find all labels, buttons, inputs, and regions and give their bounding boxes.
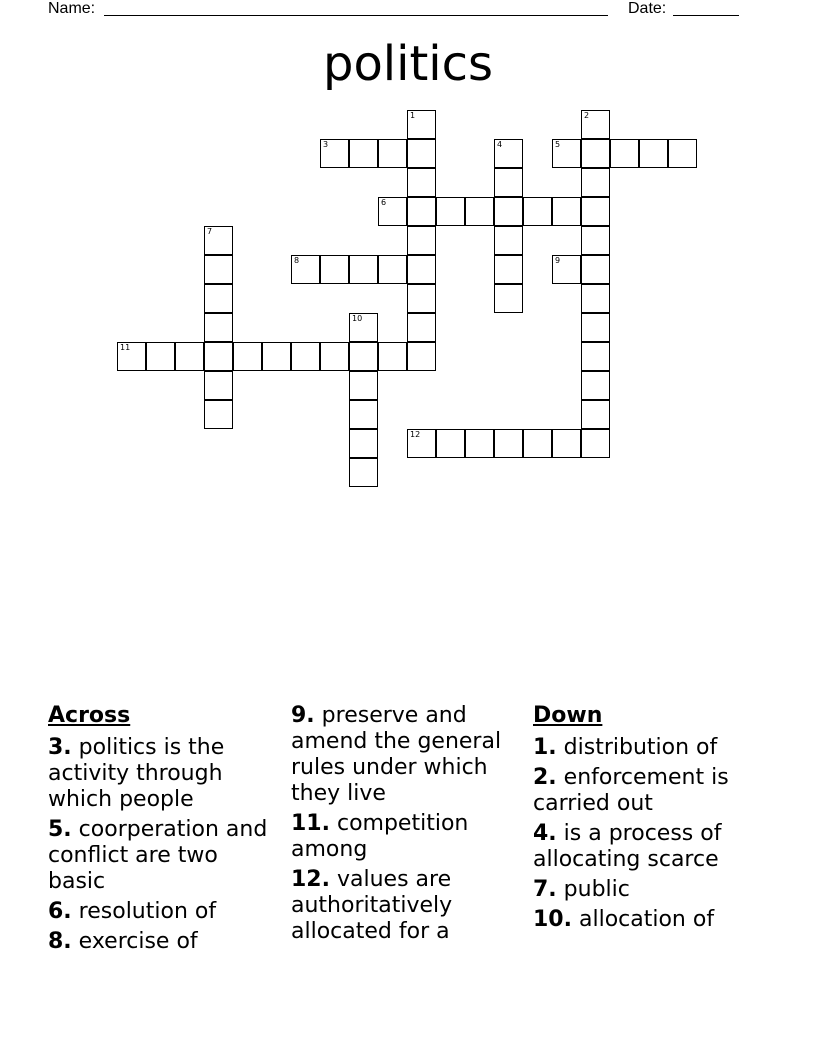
clue-number-label: 4: [497, 140, 503, 149]
clue-text: is a process of allocating scarce: [533, 821, 722, 872]
clue-number: 10.: [533, 907, 572, 932]
grid-cell[interactable]: [581, 342, 610, 371]
grid-cell[interactable]: [407, 168, 436, 197]
clue-item: [533, 907, 765, 933]
clue-number-label: 7: [207, 227, 213, 236]
clue-number: 4.: [533, 821, 557, 846]
grid-cell[interactable]: [349, 429, 378, 458]
clue-text: distribution of: [563, 735, 718, 760]
grid-cell[interactable]: [349, 313, 378, 342]
grid-cell[interactable]: [581, 110, 610, 139]
grid-cell[interactable]: [436, 429, 465, 458]
clue-number-label: 5: [555, 140, 561, 149]
grid-cell[interactable]: [204, 255, 233, 284]
clue-item: [48, 929, 280, 955]
clue-text: competition among: [291, 811, 469, 862]
clue-item: [291, 811, 523, 863]
grid-cell[interactable]: [581, 313, 610, 342]
grid-cell[interactable]: [494, 197, 523, 226]
clue-number: 12.: [291, 867, 330, 892]
grid-cell[interactable]: [407, 429, 436, 458]
clue-number-label: 3: [323, 140, 329, 149]
clue-number: 1.: [533, 735, 557, 760]
grid-cell[interactable]: [581, 400, 610, 429]
grid-cell[interactable]: [581, 168, 610, 197]
grid-cell[interactable]: [291, 255, 320, 284]
clue-number-label: 10: [352, 314, 363, 323]
grid-cell[interactable]: [581, 197, 610, 226]
grid-cell[interactable]: [320, 342, 349, 371]
clue-number: 2.: [533, 765, 557, 790]
clue-text: allocation of: [578, 907, 715, 932]
grid-cell[interactable]: [523, 197, 552, 226]
clue-number-label: 6: [381, 198, 387, 207]
grid-cell[interactable]: [233, 342, 262, 371]
grid-cell[interactable]: [320, 139, 349, 168]
clue-number-label: 12: [410, 430, 421, 439]
grid-cell[interactable]: [668, 139, 697, 168]
clue-item: [533, 735, 765, 761]
clue-number: 9.: [291, 703, 315, 728]
clue-item: [533, 877, 765, 903]
grid-cell[interactable]: [291, 342, 320, 371]
clue-number: 11.: [291, 811, 330, 836]
clue-number-label: 9: [555, 256, 561, 265]
clue-item: [533, 765, 765, 817]
grid-cell[interactable]: [204, 371, 233, 400]
grid-cell[interactable]: [407, 226, 436, 255]
clue-item: [48, 899, 280, 925]
grid-cell[interactable]: [494, 139, 523, 168]
grid-cell[interactable]: [494, 284, 523, 313]
clue-number: 3.: [48, 735, 72, 760]
grid-cell[interactable]: [581, 371, 610, 400]
grid-cell[interactable]: [349, 342, 378, 371]
grid-cell[interactable]: [378, 255, 407, 284]
grid-cell[interactable]: [610, 139, 639, 168]
grid-cell[interactable]: [117, 342, 146, 371]
clue-number: 8.: [48, 929, 72, 954]
grid-cell[interactable]: [581, 429, 610, 458]
grid-cell[interactable]: [407, 313, 436, 342]
across-heading: Across: [48, 703, 131, 728]
clue-column-3: [533, 703, 765, 937]
grid-cell[interactable]: [407, 110, 436, 139]
clue-item: [291, 867, 523, 945]
clue-text: coorperation and conflict are two basic: [48, 817, 268, 894]
clue-item: [48, 735, 280, 813]
grid-cell[interactable]: [146, 342, 175, 371]
clue-item: [48, 817, 280, 895]
clue-number: 5.: [48, 817, 72, 842]
down-heading: Down: [533, 703, 603, 728]
clue-item: [291, 703, 523, 807]
clue-item: [533, 821, 765, 873]
grid-cell[interactable]: [349, 458, 378, 487]
crossword-grid: [0, 0, 816, 520]
grid-cell[interactable]: [581, 226, 610, 255]
grid-cell[interactable]: [436, 197, 465, 226]
clue-text: public: [563, 877, 630, 902]
grid-cell[interactable]: [407, 197, 436, 226]
grid-cell[interactable]: [349, 400, 378, 429]
grid-cell[interactable]: [494, 255, 523, 284]
grid-cell[interactable]: [349, 255, 378, 284]
grid-cell[interactable]: [552, 429, 581, 458]
clue-text: resolution of: [78, 899, 217, 924]
page-title: politics: [322, 36, 494, 92]
grid-cell[interactable]: [407, 255, 436, 284]
grid-cell[interactable]: [581, 255, 610, 284]
date-label: Date:: [628, 0, 667, 17]
grid-cell[interactable]: [494, 429, 523, 458]
grid-cell[interactable]: [407, 342, 436, 371]
grid-cell[interactable]: [378, 342, 407, 371]
grid-cell[interactable]: [349, 371, 378, 400]
grid-cell[interactable]: [204, 342, 233, 371]
clue-column-2: [291, 703, 523, 949]
grid-cell[interactable]: [465, 429, 494, 458]
grid-cell[interactable]: [378, 139, 407, 168]
grid-cell[interactable]: [581, 284, 610, 313]
grid-cell[interactable]: [204, 226, 233, 255]
grid-cell[interactable]: [407, 139, 436, 168]
grid-cell[interactable]: [552, 139, 581, 168]
grid-cell[interactable]: [494, 168, 523, 197]
clue-text: preserve and amend the general rules under which they live: [291, 703, 502, 806]
grid-cell[interactable]: [581, 139, 610, 168]
clue-number-label: 8: [294, 256, 300, 265]
grid-cell[interactable]: [204, 313, 233, 342]
clue-text: values are authoritatively allocated for a: [291, 867, 453, 944]
clue-text: enforcement is carried out: [533, 765, 729, 816]
grid-cell[interactable]: [552, 255, 581, 284]
clue-text: exercise of: [78, 929, 198, 954]
grid-cell[interactable]: [639, 139, 668, 168]
grid-cell[interactable]: [552, 197, 581, 226]
clue-number: 7.: [533, 877, 557, 902]
clue-number: 6.: [48, 899, 72, 924]
grid-cell[interactable]: [349, 139, 378, 168]
grid-cell[interactable]: [175, 342, 204, 371]
grid-cell[interactable]: [523, 429, 552, 458]
grid-cell[interactable]: [465, 197, 494, 226]
grid-cell[interactable]: [407, 284, 436, 313]
clue-column-1: [48, 703, 280, 959]
clue-number-label: 2: [584, 111, 590, 120]
name-label: Name:: [48, 0, 96, 17]
grid-cell[interactable]: [204, 284, 233, 313]
grid-cell[interactable]: [494, 226, 523, 255]
clue-number-label: 11: [120, 343, 131, 352]
grid-cell[interactable]: [204, 400, 233, 429]
clue-number-label: 1: [410, 111, 416, 120]
grid-cell[interactable]: [262, 342, 291, 371]
grid-cell[interactable]: [320, 255, 349, 284]
grid-cell[interactable]: [378, 197, 407, 226]
clue-text: politics is the activity through which people: [48, 735, 225, 812]
